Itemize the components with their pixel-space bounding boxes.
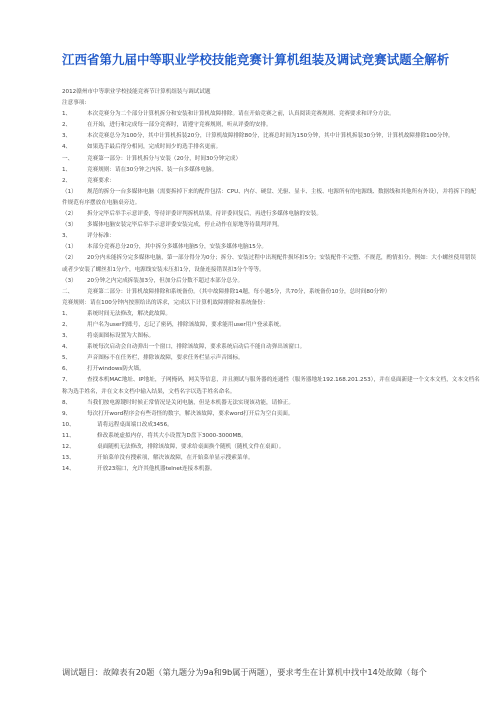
list-item: 3、 将桌面图标设置为大图标。 xyxy=(62,333,155,340)
section-heading: 一、 竞赛第一部分：计算机拆分与安装（20分，时间30分钟完成） xyxy=(62,155,242,162)
list-item: 12、 桌面随机无法修改，排除该故障，要求给桌面换个随机（随机文件在桌面）。 xyxy=(62,444,285,450)
list-item: 13、 开始菜单没有搜索项，解决该故障，在开始菜单显示搜索菜单。 xyxy=(62,455,254,462)
list-item: 11、 修改系统虚拟内存，将其大小设置为D盘下3000-3000MB。 xyxy=(62,432,247,439)
list-item: 2、 用户名为user的账号，忘记了密码，排除该故障，要求能用user用户登录系统。 xyxy=(62,321,285,328)
list-item: 竞赛规则：请在100分钟内按照给出的诉求，完成以下计算机故障排除和系统备份： xyxy=(62,299,269,306)
list-item: 1、 本次竞赛分为二个部分计算机拆分和安装和计算机故障排除。请在开始竞赛之前，认真阅读竞赛规则、竞赛要求和评分方法。 xyxy=(62,111,395,118)
list-item: （3） 20分钟之内完成拆装加3分，但加分后分数不超过本部分总分。 xyxy=(62,277,244,284)
list-item: 2、 竞赛要求： xyxy=(62,177,115,184)
document-subtitle: 2012赣州市中等职业学校技能竞赛节计算机组装与调试试题 xyxy=(62,89,211,95)
list-item: 4、 系统每次启动会自动弹出一个窗口，排除该故障，要求系统启动后不能自动弹出该窗口。 xyxy=(62,344,306,351)
list-item: （1） 规范的拆分一台多媒体电脑（需要拆掉下来的配件包括：CPU、内存、硬盘、光驱、显卡、主板、电源所有的电源线、数据线和其他所有外设），并将拆下的配件规范有序摆放在电脑桌旁边。 xyxy=(62,188,476,206)
list-item: 1、 系统时间无法修改，解决此故障。 xyxy=(62,310,171,317)
notice-header: 注意事项: xyxy=(62,100,87,107)
list-item: （1） 本部分竞赛总分20分，其中拆分多媒体电脑5分，安装多媒体电脑15分。 xyxy=(62,244,268,251)
document-body xyxy=(62,87,480,475)
list-item: 8、 当我们按电源键时时候正常情况是关闭电脑，但是本机器无法实现该功能，请修正。 xyxy=(62,399,294,406)
document-title: 江西省第九届中等职业学校技能竞赛计算机组装及调试竞赛试题全解析 xyxy=(62,52,450,67)
list-item: （2） 拆分完毕后举手示意评委，等待评委评判拆机结果，待评委回复后，再进行多媒体电脑的安装。 xyxy=(62,211,322,218)
debug-question-intro: 调试题目：故障表有20题（第九题分为9a和9b属于两题），要求考生在计算机中找中14处故障（每个 xyxy=(62,667,427,677)
list-item: （3） 多媒体电脑安装完毕后举手示意评委安装完成，停止动作在原地等待裁判评判。 xyxy=(62,222,283,229)
list-item: 6、 打开windows防火墙。 xyxy=(62,366,145,373)
list-item: 9、 每次打开word程序会有些奇怪的数字，解决该故障，要求word打开后为空白页面。 xyxy=(62,410,294,417)
list-item: 2、 在开始，进行和完成每一部分竞赛时，请遵守竞赛规则，听从评委的安排。 xyxy=(62,122,272,129)
list-item: 5、 声音图标不在任务栏，排除该故障，要求任务栏显示声音图标。 xyxy=(62,355,244,362)
list-item: 14、 开放23端口，允许其他机器telnet连接本机器。 xyxy=(62,466,216,473)
list-item: 7、 查找本机MAC地址、IP地址，子网掩码，网关等信息，并且测试与服务器的连通性（服务器地址192.168.201.253），并在桌面新建一个文本文档，文本文档名称为选手姓名，并在文本文档中输入结果，文档名字以选手姓名命名。 xyxy=(62,377,480,395)
section-heading: 二、 竞赛第二部分：计算机故障排除和系统备份。（其中故障排除14题，每小题5分，共70分，系统备份10分，总时间80分钟） xyxy=(62,288,391,295)
list-item: 10、 请将远程桌面端口改成3456。 xyxy=(62,421,173,428)
list-item: 3、 本次竞赛总分为100分，其中计算机拆装20分，计算机故障排除80分，比赛总时间为150分钟，其中计算机拆装30分钟，计算机故障排除100分钟。 xyxy=(62,133,454,140)
list-item: 4、 如果选手最后得分相同，完成时间少的选手排名更前。 xyxy=(62,144,222,151)
list-item: 1、 竞赛规则：请在30分钟之内拆、装一台多媒体电脑。 xyxy=(62,166,218,173)
list-item: （2） 20分内未能拆分完多媒体电脑，第一部分得分为0分；拆分、安装过程中出现配件损坏扣5分；安装配件不完整、不规范，酌情扣分。例如：大小螺丝使用错误或者少安装了螺丝扣1分/个，电源线安装未压扣1分，设备连接错误扣3分个等等。 xyxy=(62,255,477,273)
list-item: 3、 评分标准： xyxy=(62,233,115,240)
